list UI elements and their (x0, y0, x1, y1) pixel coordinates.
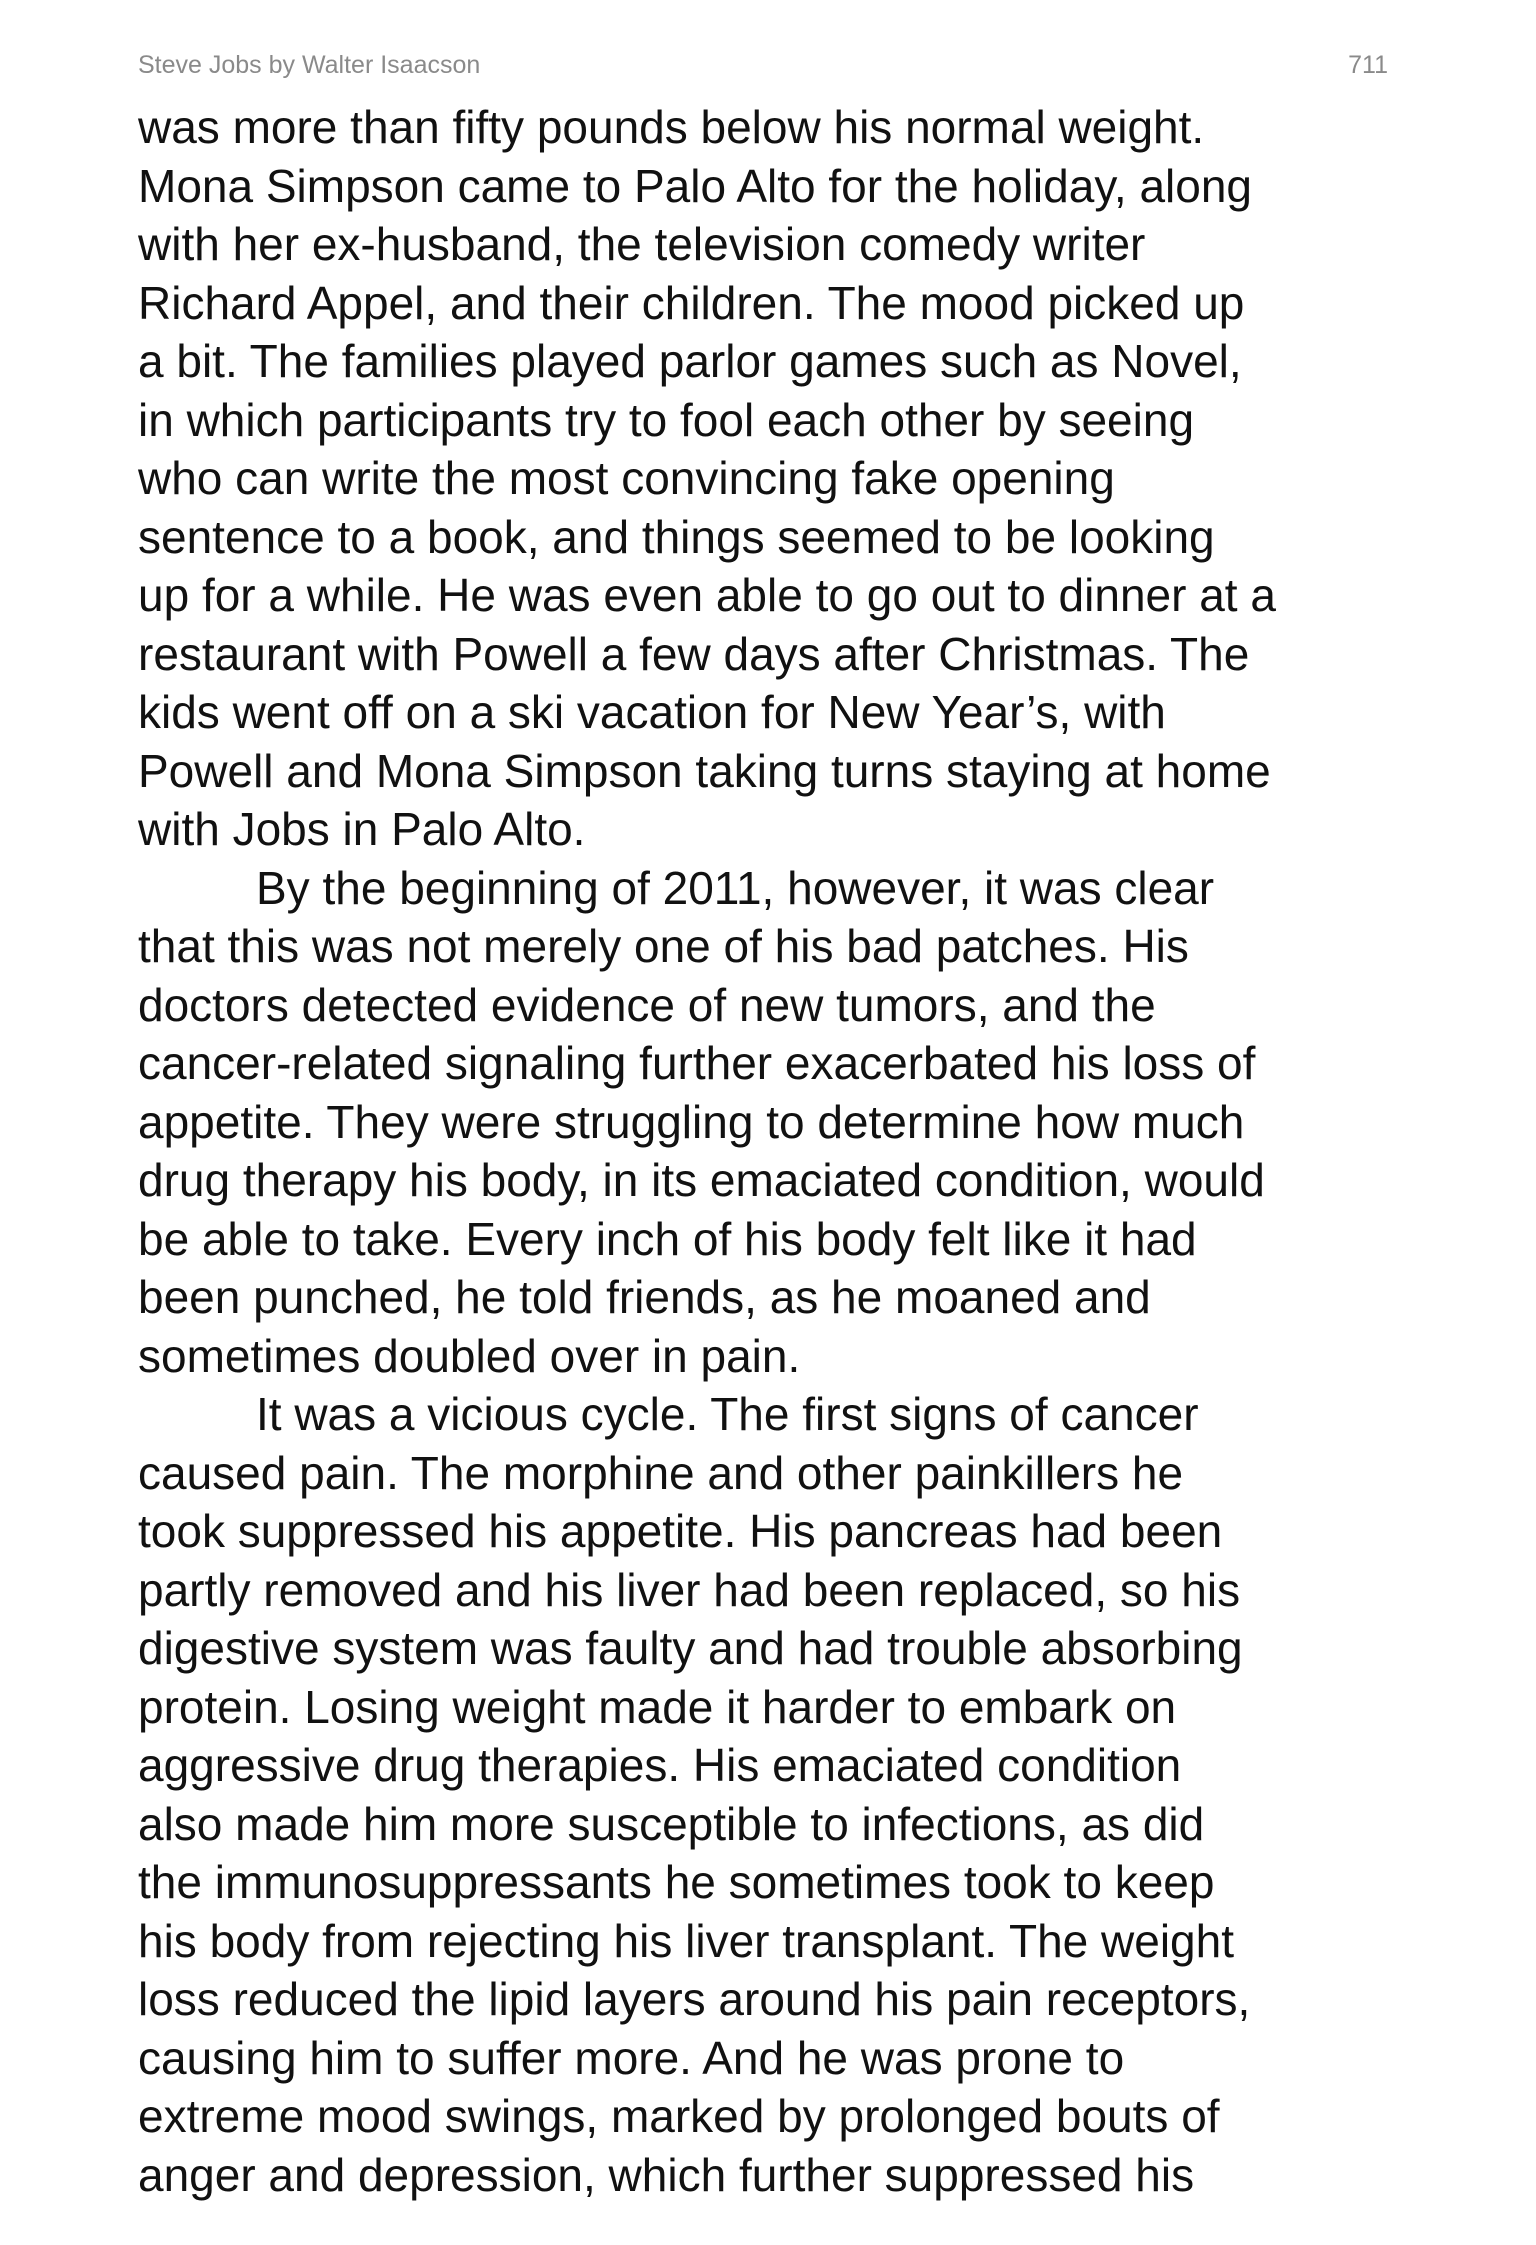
text-line: Richard Appel, and their children. The mood picked up (138, 276, 1245, 329)
text-line: drug therapy his body, in its emaciated condition, would (138, 1154, 1265, 1206)
text-line: up for a while. He was even able to go out to dinner at a (138, 569, 1276, 621)
text-line: anger and depression, which further suppressed his (138, 2148, 1195, 2201)
text-line: sentence to a book, and things seemed to be looking (138, 510, 1215, 563)
page-number: 711 (1348, 50, 1388, 79)
text-line: partly removed and his liver had been replaced, so his (138, 1563, 1241, 1616)
book-title: Steve Jobs by Walter Isaacson (138, 50, 481, 79)
text-line: be able to take. Every inch of his body felt like it had (138, 1212, 1197, 1265)
paragraph-first-line: By the beginning of 2011, however, it was clear (256, 861, 1215, 914)
text-line: appetite. They were struggling to determine how much (138, 1095, 1245, 1148)
text-line: cancer-related signaling further exacerbated his loss of (138, 1037, 1256, 1089)
text-line: doctors detected evidence of new tumors, and the (138, 978, 1156, 1031)
text-line: also made him more susceptible to infections, as did (138, 1797, 1205, 1850)
text-line: sometimes doubled over in pain. (138, 1329, 801, 1382)
text-line: digestive system was faulty and had trouble absorbing (138, 1622, 1243, 1674)
text-line: kids went off on a ski vacation for New Year’s, with (138, 686, 1166, 738)
text-line: restaurant with Powell a few days after Christmas. The (138, 627, 1250, 680)
text-line: in which participants try to fool each other by seeing (138, 393, 1195, 446)
text-line: loss reduced the lipid layers around his pain receptors, (138, 1973, 1251, 2025)
text-line: protein. Losing weight made it harder to embark on (138, 1680, 1177, 1733)
text-line: aggressive drug therapies. His emaciated condition (138, 1739, 1182, 1791)
running-header (138, 48, 1388, 82)
text-line: been punched, he told friends, as he moaned and (138, 1271, 1151, 1323)
page-body-text (138, 98, 1400, 2204)
text-line: causing him to suffer more. And he was prone to (138, 2031, 1125, 2084)
text-line: was more than fifty pounds below his normal weight. (138, 101, 1205, 153)
text-line: Mona Simpson came to Palo Alto for the holiday, along (138, 159, 1253, 212)
text-line: the immunosuppressants he sometimes took to keep (138, 1856, 1215, 1908)
text-line: who can write the most convincing fake opening (138, 452, 1115, 504)
text-line: with her ex-husband, the television comedy writer (138, 218, 1146, 270)
text-line: with Jobs in Palo Alto. (138, 803, 586, 855)
text-line: Powell and Mona Simpson taking turns staying at home (138, 744, 1271, 797)
text-line: his body from rejecting his liver transplant. The weight (138, 1914, 1235, 1967)
text-line: extreme mood swings, marked by prolonged bouts of (138, 2090, 1220, 2142)
text-line: took suppressed his appetite. His pancreas had been (138, 1505, 1223, 1557)
text-line: caused pain. The morphine and other painkillers he (138, 1446, 1184, 1499)
text-line: a bit. The families played parlor games such as Novel, (138, 335, 1242, 387)
text-line: that this was not merely one of his bad patches. His (138, 920, 1189, 972)
paragraph-first-line: It was a vicious cycle. The first signs of cancer (256, 1388, 1199, 1440)
